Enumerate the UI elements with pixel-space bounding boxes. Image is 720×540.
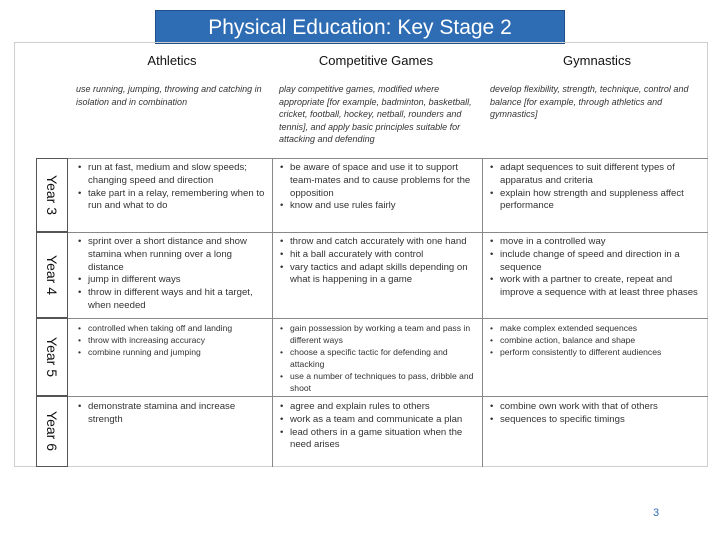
list-item: • hit a ball accurately with control (278, 249, 474, 262)
cell-y4-competitive-games (278, 236, 474, 287)
list-item: • sequences to specific timings (488, 414, 706, 427)
cell-y4-athletics (76, 236, 268, 313)
cell-y6-competitive-games (278, 401, 474, 452)
page-title: Physical Education: Key Stage 2 (155, 10, 565, 44)
intro-athletics: use running, jumping, throwing and catching in isolation and in combination (76, 84, 262, 107)
year-label: Year 3 (44, 175, 60, 215)
column-divider (482, 158, 483, 467)
list-item: • combine running and jumping (76, 346, 268, 358)
list-item: • adapt sequences to suit different types of apparatus and criteria (488, 162, 706, 188)
column-divider (272, 158, 273, 467)
page-number: 3 (653, 507, 660, 519)
year-label: Year 5 (44, 337, 60, 377)
intro-gymnastics: develop flexibility, strength, technique, control and balance [for example, through athletics and gymnastics] (490, 84, 689, 119)
row-divider (68, 232, 708, 233)
cell-y5-athletics (76, 322, 268, 358)
year-label: Year 6 (44, 411, 60, 451)
intro-competitive-games: play competitive games, modified where appropriate [for example, badminton, basketball, cricket, football, hockey, netball, rounders and tennis], and apply basic principles suitable for attacking and defending (279, 84, 472, 144)
list-item: • include change of speed and direction in a sequence (488, 249, 702, 275)
cell-y3-competitive-games (278, 162, 478, 213)
list-item: • know and use rules fairly (278, 200, 478, 213)
cell-y3-athletics (76, 162, 268, 213)
list-item: • sprint over a short distance and show stamina when running over a long distance (76, 236, 268, 274)
list-item: • combine action, balance and shape (488, 334, 708, 346)
column-header-athletics: Athletics (147, 53, 197, 68)
column-header-competitive-games: Competitive Games (318, 53, 434, 68)
year-label: Year 4 (44, 255, 60, 295)
list-item: • work as a team and communicate a plan (278, 414, 474, 427)
cell-y6-gymnastics (488, 401, 706, 427)
list-item: • choose a specific tactic for defending and attacking (278, 346, 478, 370)
row-divider (68, 318, 708, 319)
list-item: • explain how strength and suppleness affect performance (488, 188, 706, 214)
list-item: • perform consistently to different audiences (488, 346, 708, 358)
list-item: • throw and catch accurately with one hand (278, 236, 474, 249)
list-item: • demonstrate stamina and increase strength (76, 401, 268, 427)
cell-y4-gymnastics (488, 236, 702, 300)
list-item: • make complex extended sequences (488, 322, 708, 334)
cell-y3-gymnastics (488, 162, 706, 213)
list-item: • run at fast, medium and slow speeds; changing speed and direction (76, 162, 268, 188)
list-item: • throw with increasing accuracy (76, 334, 268, 346)
column-header-gymnastics: Gymnastics (563, 53, 631, 68)
list-item: • jump in different ways (76, 274, 268, 287)
list-item: • move in a controlled way (488, 236, 702, 249)
row-divider (68, 396, 708, 397)
list-item: • use a number of techniques to pass, dribble and shoot (278, 370, 478, 394)
list-item: • controlled when taking off and landing (76, 322, 268, 334)
cell-y5-competitive-games (278, 322, 478, 394)
list-item: • take part in a relay, remembering when to run and what to do (76, 188, 268, 214)
cell-y5-gymnastics (488, 322, 708, 358)
list-item: • throw in different ways and hit a target, when needed (76, 287, 268, 313)
row-divider (68, 158, 708, 159)
cell-y6-athletics (76, 401, 268, 427)
list-item: • agree and explain rules to others (278, 401, 474, 414)
list-item: • gain possession by working a team and pass in different ways (278, 322, 478, 346)
list-item: • combine own work with that of others (488, 401, 706, 414)
list-item: • work with a partner to create, repeat and improve a sequence with at least three phases (488, 274, 702, 300)
list-item: • vary tactics and adapt skills depending on what is happening in a game (278, 262, 474, 288)
list-item: • be aware of space and use it to support team-mates and to cause problems for the opposition (278, 162, 478, 200)
list-item: • lead others in a game situation when the need arises (278, 427, 474, 453)
